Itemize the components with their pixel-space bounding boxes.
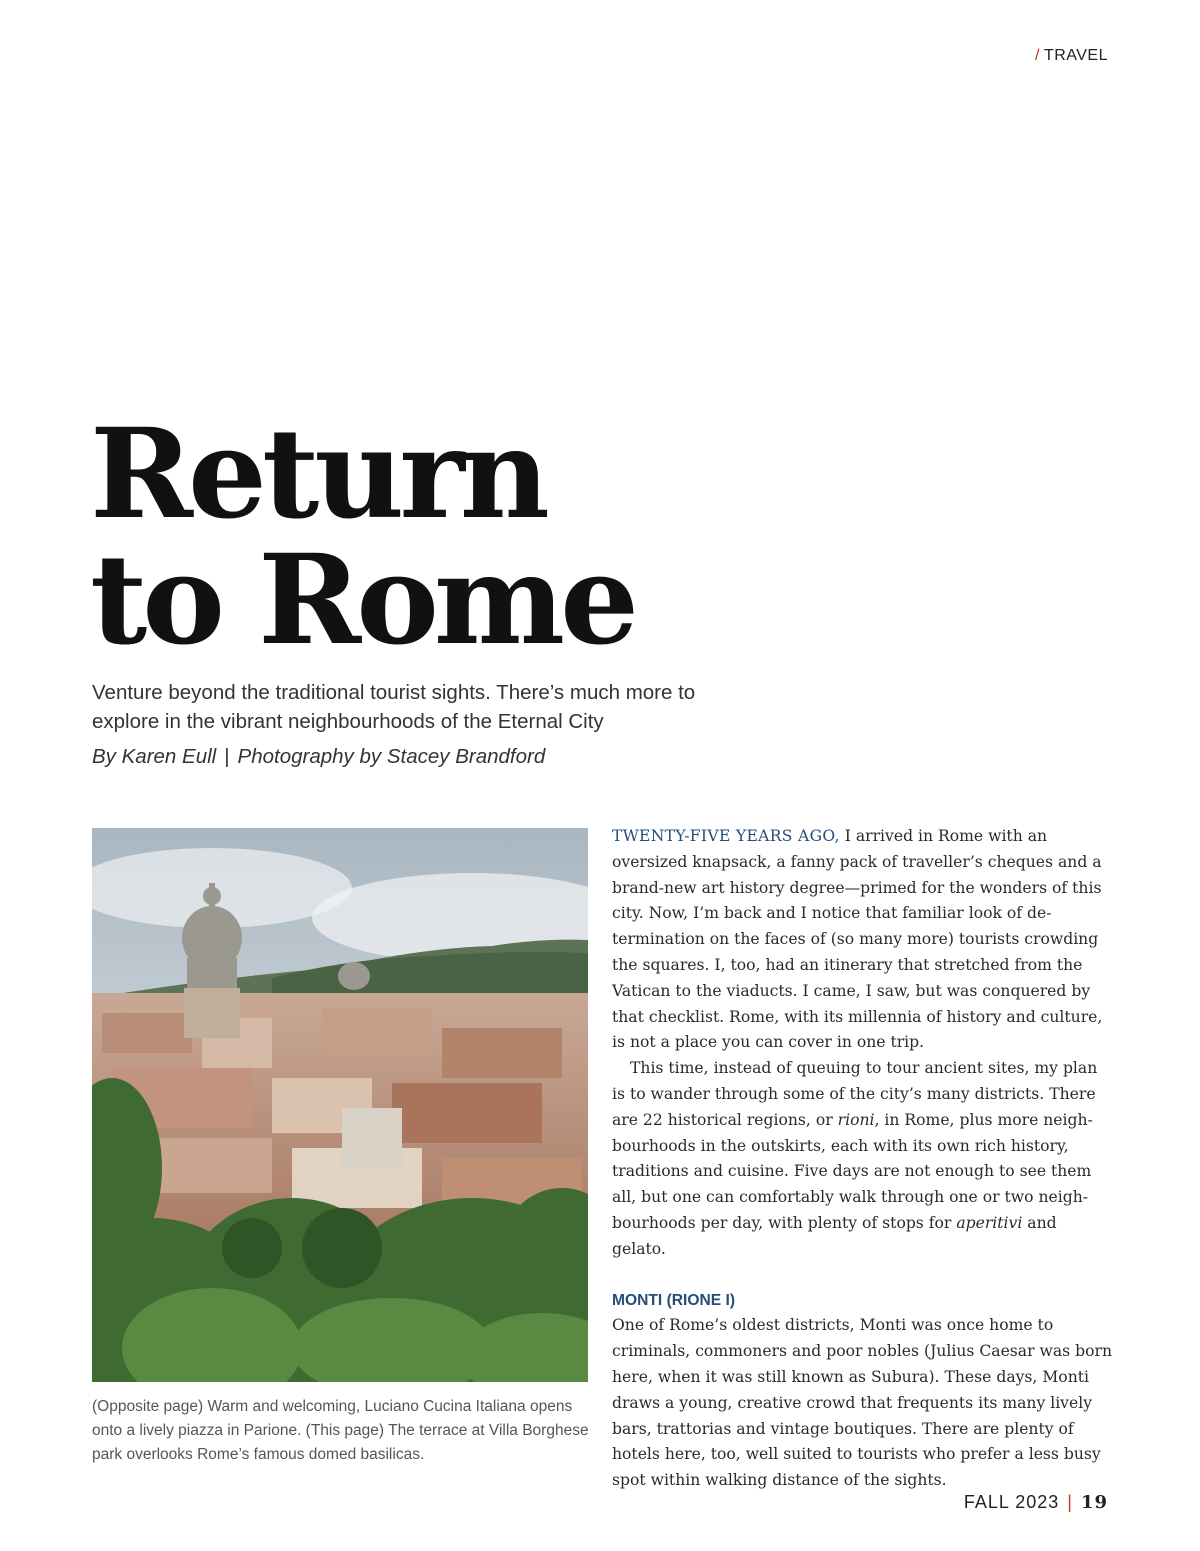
subhead-monti: MONTI (RIONE I) <box>612 1291 736 1309</box>
article-body <box>612 824 1112 1494</box>
paragraph-2-part-b: , in Rome, plus more neighbourhoods in the outskirts, each with its own rich history, traditions and cuisine. Five days are not enough to see them all, but one can comfortably walk through one or two neighbourhoods per day, with plenty of stops for <box>612 1110 1093 1232</box>
section-slash: / <box>1034 47 1040 64</box>
headline <box>90 402 635 673</box>
headline-line-1: Return <box>90 402 545 547</box>
paragraph-2-part-a: This time, instead of queuing to tour ancient sites, my plan is to wander through some of the city’s many districts. There are 22 historical regions, or <box>612 1059 1098 1129</box>
byline-photo-credit: Photography by Stacey Brandford <box>237 745 546 768</box>
paragraph-3: One of Rome’s oldest districts, Monti was once home to criminals, commoners and poor nobles (Julius Caesar was born here, when it was still known as Subura). These days, Monti draws a young, creative crowd that frequents its many lively bars, trattorias and vintage boutiques. There are plenty of hotels here, too, well suited to tourists who prefer a less busy spot within walking distance of the sights. <box>612 1316 1112 1490</box>
folio-separator: | <box>1067 1492 1073 1512</box>
italic-rioni: rioni <box>837 1110 875 1129</box>
byline-separator: | <box>224 745 230 768</box>
paragraph-2 <box>612 1056 1112 1262</box>
headline-line-2: to Rome <box>90 528 635 673</box>
issue-label: FALL 2023 <box>963 1492 1060 1512</box>
paragraph-2-part-c: and gelato. <box>612 1213 1057 1258</box>
photo-caption: (Opposite page) Warm and welcoming, Luciano Cucina Italiana opens onto a lively piazza in Parione. (This page) The terrace at Villa Borghese park overlooks Rome’s famous domed basilicas. <box>92 1398 589 1463</box>
section-label: TRAVEL <box>1043 47 1108 64</box>
italic-aperitivi: aperitivi <box>956 1213 1023 1232</box>
paragraph-1 <box>612 824 1112 1056</box>
byline <box>92 745 545 769</box>
deck: Venture beyond the traditional tourist sights. There’s much more to explore in the vibrant neighbourhoods of the Eternal City <box>92 681 696 733</box>
byline-author: By Karen Eull <box>92 745 217 768</box>
page-folio <box>964 1492 1108 1513</box>
page-number: 19 <box>1080 1492 1108 1513</box>
paragraph-1-text: I arrived in Rome with an oversized knapsack, a fanny pack of traveller’s cheques and a brand-new art history degree—primed for the wonders of this city. Now, I’m back and I notice that familiar look of determination on the faces of (so many more) tourists crowding the squares. I, too, had an itinerary that stretched from the Vatican to the viaducts. I came, I saw, but was conquered by that checklist. Rome, with its millennia of history and culture, is not a place you can cover in one trip. <box>612 827 1103 1052</box>
rome-skyline-photo <box>92 828 588 1382</box>
section-tag <box>1035 47 1108 65</box>
lead-in: TWENTY-FIVE YEARS AGO, <box>612 827 840 845</box>
